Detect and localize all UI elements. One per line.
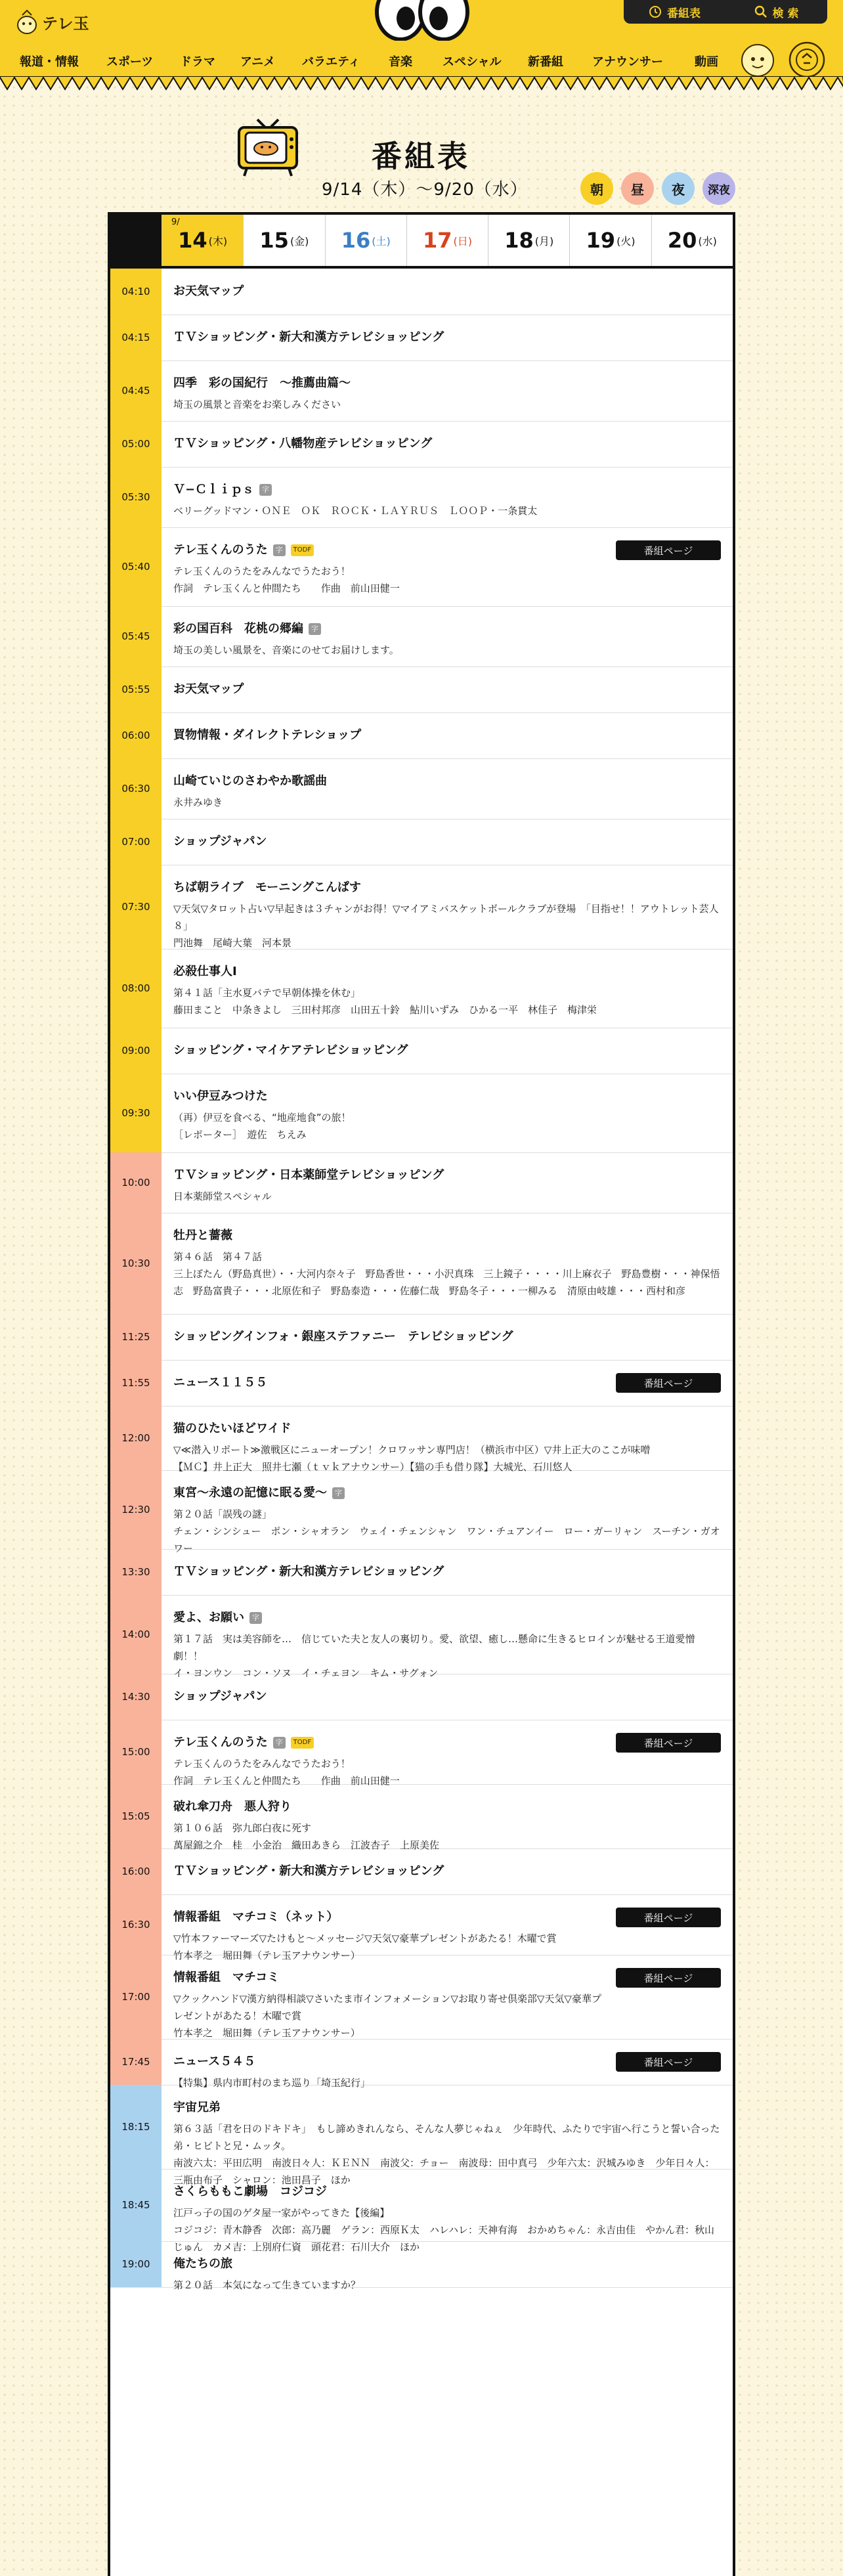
program-description — [173, 984, 721, 1018]
program-row — [110, 1213, 733, 1315]
program-title[interactable] — [173, 1088, 721, 1105]
program-content — [162, 865, 733, 951]
nav-drama[interactable]: ドラマ — [180, 55, 215, 69]
search-icon — [754, 5, 767, 18]
site-logo[interactable] — [16, 9, 89, 34]
program-description-line: 作詞 テレ玉くんと仲間たち 作曲 前山田健一 — [173, 1775, 400, 1787]
program-time: 18:45 — [110, 2169, 162, 2241]
program-row — [110, 2085, 733, 2186]
filter-daytime-button[interactable]: 昼 — [621, 172, 654, 205]
date-tab-weekday: (金) — [290, 234, 309, 248]
program-description-line: 第２０話 本気になって生きていますか？ — [173, 2279, 361, 2291]
subtitle-badge: 字 — [249, 1612, 262, 1624]
program-page-button[interactable]: 番組ページ — [616, 1968, 721, 1988]
date-tab-14[interactable] — [162, 215, 243, 266]
program-title-text: ショッピングインフォ・銀座ステファニー テレビショッピング — [173, 1330, 513, 1343]
program-time: 15:00 — [110, 1720, 162, 1784]
program-title-text: ニュース１１５５ — [173, 1376, 268, 1389]
date-tab-20[interactable] — [651, 215, 733, 266]
nav-sports[interactable]: スポーツ — [106, 55, 154, 69]
program-page-button[interactable]: 番組ページ — [616, 2052, 721, 2072]
program-time: 12:30 — [110, 1470, 162, 1549]
program-title-text: ＴＶショッピング・新大和漢方テレビショッピング — [173, 1565, 444, 1579]
date-range: 9/14（木）〜9/20（水） — [322, 180, 528, 200]
date-tab-weekday: (日) — [453, 234, 472, 248]
program-title-text: ＴＶショッピング・日本薬師堂テレビショッピング — [173, 1168, 444, 1182]
program-row — [110, 606, 733, 667]
program-description — [173, 396, 721, 413]
program-title[interactable] — [173, 1328, 721, 1345]
search-button[interactable] — [725, 0, 827, 24]
program-title[interactable] — [173, 1563, 721, 1581]
program-time: 08:00 — [110, 949, 162, 1028]
program-description-line: イ・ヨンウン コン・ソヌ イ・チェヨン キム・サグォン — [173, 1667, 439, 1679]
nav-music[interactable]: 音楽 — [389, 55, 412, 69]
program-title-text: ＴＶショッピング・新大和漢方テレビショッピング — [173, 330, 444, 344]
program-description — [173, 2277, 721, 2294]
program-content — [162, 712, 733, 744]
teletama-mascot-icon — [16, 9, 38, 34]
program-row — [110, 269, 733, 315]
program-content — [162, 1674, 733, 1705]
program-time: 18:15 — [110, 2085, 162, 2169]
program-description-line: テレ玉くんのうたをみんなでうたおう！ — [173, 565, 351, 577]
program-title[interactable] — [173, 1042, 721, 1059]
program-time: 06:00 — [110, 712, 162, 758]
program-content — [162, 527, 733, 597]
program-description-line: 第４６話 第４７話 — [173, 1251, 263, 1263]
program-description-line: 江戸っ子の国のゲタ屋一家がやってきた【後編】 — [173, 2207, 390, 2219]
program-content — [162, 1074, 733, 1143]
filter-late-night-button[interactable]: 深夜 — [702, 172, 735, 205]
program-title-text: 四季 彩の国紀行 〜推薦曲篇〜 — [173, 376, 351, 390]
program-description-line: 埼玉の風景と音楽をお楽しみください — [173, 399, 341, 410]
program-time: 12:00 — [110, 1406, 162, 1470]
program-title[interactable] — [173, 542, 601, 559]
program-description-line: （再）伊豆を食べる、“地産地食”の旅！ — [173, 1112, 351, 1124]
program-description-line: 永井みゆき — [173, 797, 223, 808]
program-description-line: テレ玉くんのうたをみんなでうたおう！ — [173, 1758, 351, 1770]
program-row — [110, 712, 733, 759]
program-description-line: 南波六太：平田広明 南波日々人：ＫＥＮＮ 南波父：チョー 南波母：田中真弓 少年六太：沢城みゆき 少年日々人：三瓶由布子 シャロン：池田昌子 ほか — [173, 2157, 715, 2186]
subtitle-badge: 字 — [332, 1487, 345, 1499]
program-description-line: ▽クックハンド▽漢方納得相談▽さいたま市インフォメーション▽お取り寄せ倶楽部▽天気▽豪華プレゼントがあたる！木曜で賞 — [173, 1993, 601, 2022]
program-time: 15:05 — [110, 1784, 162, 1848]
program-row — [110, 758, 733, 819]
program-content — [162, 1720, 733, 1789]
program-title-text: 破れ傘刀舟 悪人狩り — [173, 1800, 292, 1814]
program-description-line: 第２０話「誤残の謎」 — [173, 1508, 272, 1520]
program-description-line: ベリーグッドマン・ＯＮＥ ＯＫ ＲＯＣＫ・ＬＡＹＲＵＳ ＬＯＯＰ・一条貫太 — [173, 505, 538, 517]
date-tab-day: 17 — [422, 228, 452, 253]
date-tab-day: 15 — [259, 228, 289, 253]
program-title[interactable] — [173, 621, 721, 638]
program-time: 09:00 — [110, 1028, 162, 1074]
program-row — [110, 2169, 733, 2253]
program-time: 16:00 — [110, 1848, 162, 1894]
program-description — [173, 1188, 721, 1205]
top-button-bar — [624, 0, 827, 24]
subtitle-badge: 字 — [273, 544, 286, 556]
filter-night-button[interactable]: 夜 — [662, 172, 695, 205]
program-title[interactable] — [173, 727, 721, 744]
program-content — [162, 949, 733, 1018]
logo-text: テレ玉 — [42, 14, 89, 33]
program-description — [173, 1248, 721, 1299]
program-content — [162, 269, 733, 300]
program-description-line: 萬屋錦之介 桂 小金治 織田あきら 江波杏子 上原美佐 — [173, 1839, 440, 1851]
program-description-line: コジコジ：青木静香 次郎：高乃麗 ゲラン：西原Ｋ太 ハレハレ：天神有海 おかめちゃん：永吉由佳 やかん君：秋山じゅん カメ吉：上別府仁資 頭花君：石川大介 ほか — [173, 2224, 714, 2253]
date-tab-day: 16 — [341, 228, 371, 253]
program-description-line: 第４１話「主水夏バテで早朝体操を休む」 — [173, 987, 361, 999]
site-header — [0, 0, 843, 77]
program-time: 05:45 — [110, 606, 162, 666]
program-row — [110, 1152, 733, 1213]
mascot-eyes-icon — [373, 0, 471, 41]
program-row — [110, 1549, 733, 1596]
program-description-line: 門池舞 尾崎大葉 河本景 — [173, 937, 292, 949]
program-title[interactable] — [173, 879, 721, 896]
date-tab-day: 19 — [586, 228, 616, 253]
program-title[interactable] — [173, 1609, 721, 1626]
nav-announcer[interactable]: アナウンサー — [592, 55, 663, 69]
program-content — [162, 666, 733, 698]
program-description-line: 【特集】県内市町村のまち巡り「埼玉紀行」 — [173, 2077, 371, 2089]
program-time: 17:45 — [110, 2039, 162, 2085]
program-content — [162, 606, 733, 659]
program-title-text: ショップジャパン — [173, 1690, 267, 1703]
program-time: 13:30 — [110, 1549, 162, 1595]
nav-special[interactable]: スペシャル — [443, 55, 502, 69]
program-row — [110, 819, 733, 865]
program-content — [162, 360, 733, 413]
program-description-line: ▽竹本ファーマーズ▽たけもと〜メッセージ▽天気▽豪華プレゼントがあたる！木曜で賞 — [173, 1932, 557, 1944]
program-content — [162, 1595, 733, 1682]
program-page-button[interactable]: 番組ページ — [616, 1373, 721, 1393]
program-row — [110, 1595, 733, 1679]
nav-variety[interactable]: バラエティ — [302, 55, 360, 69]
program-row — [110, 1028, 733, 1074]
program-title[interactable] — [173, 2053, 601, 2070]
program-content — [162, 1152, 733, 1205]
program-row — [110, 865, 733, 950]
program-description-line: 第６３話「君を日のドキドキ」 もし諦めきれんなら、そんな人夢じゃねぇ 少年時代、ふたりで宇宙へ行こうと誓い合った弟・ヒビトと兄・ムッタ。 — [173, 2123, 720, 2152]
nav-video[interactable]: 動画 — [695, 55, 718, 69]
program-row — [110, 1074, 733, 1153]
program-content — [162, 315, 733, 346]
program-time: 05:55 — [110, 666, 162, 712]
program-row — [110, 1848, 733, 1895]
subtitle-badge: 字 — [309, 623, 321, 635]
program-content — [162, 1470, 733, 1557]
program-description-line: チェン・シンシュー ポン・シャオラン ウェイ・チェンシャン ワン・チュアンイー ロー・ガーリャン スーチン・ガオワー — [173, 1525, 720, 1554]
program-title-text: 宇宙兄弟 — [173, 2101, 221, 2114]
program-description-line: 【ＭＣ】井上正大 照井七瀬（ｔｖｋアナウンサー）【猫の手も借り隊】大城光、石川悠人 — [173, 1461, 573, 1473]
program-title-text: ニュース５４５ — [173, 2055, 256, 2068]
tod-badge: TODF — [291, 1737, 314, 1749]
program-title[interactable] — [173, 1374, 601, 1391]
time-filter-group — [580, 172, 735, 205]
program-title[interactable] — [173, 2099, 721, 2116]
program-title-text: お天気マップ — [173, 682, 244, 696]
program-row — [110, 1894, 733, 1961]
program-time: 04:10 — [110, 269, 162, 315]
program-time: 09:30 — [110, 1074, 162, 1152]
program-time: 06:30 — [110, 758, 162, 819]
program-content — [162, 1848, 733, 1880]
emblem-icon[interactable] — [788, 41, 826, 79]
program-time: 04:45 — [110, 360, 162, 421]
program-title-text: ＴＶショッピング・八幡物産テレビショッピング — [173, 437, 433, 450]
program-title-text: 彩の国百科 花桃の郷編 — [173, 622, 303, 636]
program-content — [162, 1213, 733, 1299]
program-title-text: お天気マップ — [173, 284, 244, 298]
program-time: 11:25 — [110, 1314, 162, 1360]
program-description-line: 三上ぼたん（野島真世）・・大河内奈々子 野島香世・・・小沢真珠 三上鏡子・・・・川上麻衣子 野島豊樹・・・神保悟志 野島富貴子・・・北原佐和子 野島泰造・・・佐藤仁哉 野島冬子・・・一柳みる 清原由岐雄・・・西村和彦 — [173, 1268, 720, 1297]
program-title[interactable] — [173, 1688, 721, 1705]
program-title[interactable] — [173, 283, 721, 300]
program-description-line: 竹本孝之 堀田舞（テレ玉アナウンサー） — [173, 2027, 360, 2039]
date-tab-month: 9/ — [171, 217, 180, 227]
program-title-text: ＴＶショッピング・新大和漢方テレビショッピング — [173, 1864, 444, 1878]
program-time: 10:30 — [110, 1213, 162, 1314]
program-title-text: ちば朝ライブ モーニングこんぱす — [173, 881, 361, 894]
program-row — [110, 315, 733, 361]
program-title-text: テレ玉くんのうた — [173, 1736, 268, 1749]
program-description-line: 竹本孝之 堀田舞（テレ玉アナウンサー） — [173, 1950, 360, 1961]
program-content — [162, 1406, 733, 1475]
program-title[interactable] — [173, 329, 721, 346]
program-content — [162, 758, 733, 811]
page-title: 番組表 — [372, 139, 470, 174]
program-description — [173, 794, 721, 811]
program-title-text: Ｖ−Ｃｌｉｐｓ — [173, 483, 255, 496]
program-description — [173, 642, 721, 659]
program-title[interactable] — [173, 435, 721, 452]
program-row — [110, 949, 733, 1028]
program-title[interactable] — [173, 1420, 721, 1437]
program-title-text: 俺たちの旅 — [173, 2257, 232, 2271]
program-time: 05:30 — [110, 467, 162, 527]
program-row — [110, 1674, 733, 1720]
tod-badge: TODF — [291, 544, 314, 556]
program-time: 14:00 — [110, 1595, 162, 1674]
program-row — [110, 1360, 733, 1407]
program-description-line: ▽天気▽タロット占い▽早起きは３チャンがお得！▽マイアミバスケットボールクラブが登場 「目指せ！！アウトレット芸人８」 — [173, 903, 719, 932]
program-row — [110, 2039, 733, 2089]
program-title-text: 牡丹と薔薇 — [173, 1229, 232, 1242]
program-title[interactable] — [173, 1734, 601, 1751]
program-content — [162, 1314, 733, 1345]
header-zigzag-edge — [0, 76, 843, 98]
program-description — [173, 1990, 601, 2041]
subtitle-badge: 字 — [273, 1737, 286, 1749]
date-tab-weekday: (火) — [616, 234, 636, 248]
program-time: 17:00 — [110, 1955, 162, 2039]
program-title-text: 猫のひたいほどワイド — [173, 1422, 292, 1435]
program-title[interactable] — [173, 1909, 601, 1926]
program-time: 16:30 — [110, 1894, 162, 1955]
program-time: 07:00 — [110, 819, 162, 865]
program-content — [162, 1784, 733, 1854]
program-row — [110, 527, 733, 607]
program-title[interactable] — [173, 833, 721, 850]
program-description-line: 埼玉の美しい風景を、音楽にのせてお届けします。 — [173, 644, 399, 656]
program-time: 19:00 — [110, 2241, 162, 2287]
program-page-button[interactable]: 番組ページ — [616, 1733, 721, 1753]
program-description-line: 日本薬師堂スペシャル — [173, 1190, 272, 1202]
program-title[interactable] — [173, 681, 721, 698]
program-title-text: 情報番組 マチコミ — [173, 1971, 280, 1984]
date-tab-day: 14 — [178, 228, 207, 253]
program-time: 11:55 — [110, 1360, 162, 1406]
program-content — [162, 1894, 733, 1964]
program-title-text: いい伊豆みつけた — [173, 1089, 268, 1103]
program-title[interactable] — [173, 2183, 721, 2200]
schedule-table — [108, 212, 735, 2576]
date-tab-weekday: (土) — [372, 234, 391, 248]
nav-anime[interactable]: アニメ — [240, 55, 276, 69]
program-row — [110, 1406, 733, 1471]
program-title[interactable] — [173, 481, 721, 498]
subtitle-badge: 字 — [259, 484, 272, 496]
program-title-text: ショップジャパン — [173, 835, 267, 848]
nav-new-programs[interactable]: 新番組 — [528, 55, 563, 69]
program-time: 14:30 — [110, 1674, 162, 1720]
program-description — [173, 1109, 721, 1143]
program-row — [110, 360, 733, 422]
clock-icon — [649, 5, 662, 18]
program-content — [162, 1549, 733, 1581]
date-tab-17[interactable] — [406, 215, 488, 266]
date-tabs — [110, 215, 733, 269]
date-tab-16[interactable] — [325, 215, 406, 266]
program-description-line: 第１０６話 弥九郎白夜に死す — [173, 1822, 312, 1834]
program-row — [110, 666, 733, 713]
program-description — [173, 900, 721, 951]
date-tab-spacer — [110, 215, 162, 266]
date-tab-19[interactable] — [569, 215, 651, 266]
program-title-text: 買物情報・ダイレクトテレショップ — [173, 728, 362, 742]
program-time: 05:00 — [110, 421, 162, 467]
date-tab-weekday: (水) — [698, 234, 717, 248]
program-title[interactable] — [173, 1227, 721, 1244]
program-content — [162, 2241, 733, 2294]
program-row — [110, 1314, 733, 1361]
program-description — [173, 563, 601, 597]
date-tab-weekday: (木) — [208, 234, 228, 248]
program-title-text: 山崎ていじのさわやか歌謡曲 — [173, 774, 327, 788]
program-title[interactable] — [173, 963, 721, 980]
program-title[interactable] — [173, 1969, 601, 1986]
date-tab-weekday: (月) — [534, 234, 554, 248]
program-title[interactable] — [173, 1863, 721, 1880]
program-title-text: テレ玉くんのうた — [173, 543, 268, 557]
program-row — [110, 421, 733, 468]
program-row — [110, 2241, 733, 2291]
program-content — [162, 467, 733, 519]
program-title[interactable] — [173, 2256, 721, 2273]
program-row — [110, 1720, 733, 1785]
program-description — [173, 502, 721, 519]
program-page-button[interactable]: 番組ページ — [616, 540, 721, 560]
program-content — [162, 819, 733, 850]
program-row — [110, 467, 733, 528]
program-time: 07:30 — [110, 865, 162, 949]
schedule-button[interactable] — [624, 0, 725, 24]
nav-news[interactable]: 報道・情報 — [20, 55, 79, 69]
program-title-text: ショッピング・マイケアテレビショッピング — [173, 1043, 408, 1057]
program-page-button[interactable]: 番組ページ — [616, 1908, 721, 1927]
program-content — [162, 1028, 733, 1059]
program-title[interactable] — [173, 773, 721, 790]
date-tab-15[interactable] — [243, 215, 324, 266]
program-time: 04:15 — [110, 315, 162, 360]
program-description-line: ▽≪潜入リポート≫激戦区にニューオープン！クロワッサン専門店！（横浜市中区）▽井上正大のここが味噌 — [173, 1444, 651, 1456]
date-tab-day: 18 — [504, 228, 534, 253]
program-content — [162, 421, 733, 452]
program-time: 05:40 — [110, 527, 162, 606]
mascot-badge-icon[interactable] — [741, 43, 775, 77]
program-time: 10:00 — [110, 1152, 162, 1213]
tv-mascot-icon — [231, 110, 305, 177]
program-title[interactable] — [173, 1485, 721, 1502]
program-title-text: さくらももこ劇場 コジコジ — [173, 2185, 327, 2198]
program-title-text: 東宮〜永遠の記憶に眠る愛〜 — [173, 1486, 327, 1500]
search-button-label: 検 索 — [772, 7, 799, 20]
schedule-button-label: 番組表 — [667, 7, 701, 20]
program-row — [110, 1470, 733, 1554]
program-description-line: 作詞 テレ玉くんと仲間たち 作曲 前山田健一 — [173, 582, 400, 594]
program-description-line: ［レポーター］ 遊佐 ちえみ — [173, 1129, 307, 1141]
date-tab-18[interactable] — [488, 215, 569, 266]
filter-morning-button[interactable]: 朝 — [580, 172, 613, 205]
program-row — [110, 1784, 733, 1849]
program-title[interactable] — [173, 375, 721, 392]
program-row — [110, 1955, 733, 2040]
program-description-line: 藤田まこと 中条きよし 三田村邦彦 山田五十鈴 鮎川いずみ ひかる一平 林佳子 梅津栄 — [173, 1004, 597, 1016]
program-title[interactable] — [173, 1799, 721, 1816]
program-title-text: 情報番組 マチコミ（ネット） — [173, 1910, 339, 1924]
program-title[interactable] — [173, 1167, 721, 1184]
date-tab-day: 20 — [667, 228, 697, 253]
program-title-text: 必殺仕事人Ⅰ — [173, 965, 237, 978]
program-title-text: 愛よ、お願い — [173, 1611, 244, 1625]
program-description-line: 第１７話 実は美容師を… 信じていた夫と友人の裏切り。愛、欲望、癒し…懸命に生きるヒロインが魅せる王道愛憎劇！！ — [173, 1633, 695, 1662]
